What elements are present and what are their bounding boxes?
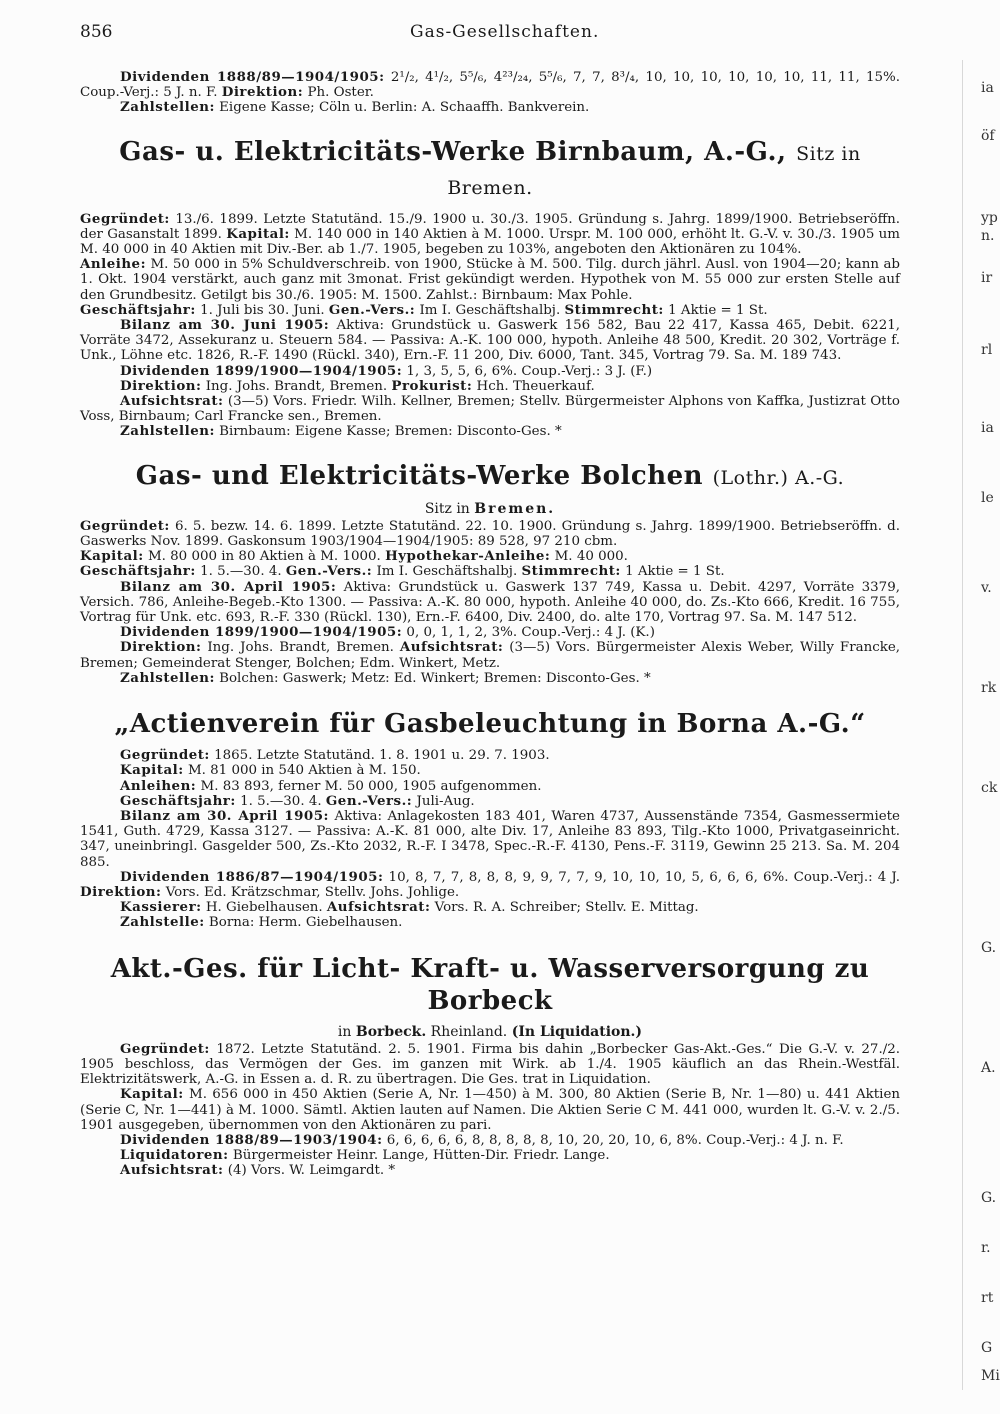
founded-paragraph: Gegründet: 1872. Letzte Statutänd. 2. 5. 1901. Firma bis dahin „Borbecker Gas-Akt.-Ges.“ Die G.-V. v. 27./2. 1905 beschloss, das Vermögen der Ges. im ganzen mit Wirk. ab 1./4. 1905 käuflich an das Rhein.-Westfäl. Elektrizitätswerk, A.-G. in Essen a. d. R. zu übertragen. Die Ges. trat in Liquidation. <box>80 1040 900 1088</box>
margin-fragment: rl <box>981 342 993 358</box>
margin-fragment: v. <box>981 580 992 596</box>
dividends-line: Dividenden 1888/89—1904/1905: 2¹/₂, 4¹/₂, 5⁵/₆, 4²³/₂₄, 5⁵/₆, 7, 7, 8³/₄, 10, 10, 10, 10, 10, 10, 11, 11, 15%. Coup.-Verj.: 5 J. n. F. Direktion: Ph. Oster. <box>80 69 900 101</box>
fiscal-year-line: Geschäftsjahr: 1. 5.—30. 4. Gen.-Vers.: Im I. Geschäftshalbj. Stimmrecht: 1 Aktie = 1 St. <box>80 563 725 580</box>
capital-paragraph: Kapital: M. 656 000 in 450 Aktien (Serie A, Nr. 1—450) à M. 300, 80 Aktien (Serie B, Nr. 1—80) u. 441 Aktien (Serie C, Nr. 1—441) à M. 1000. Sämtl. Aktien lauten auf Namen. Die Aktien Serie C M. 441 000, wurden lt. G.-V. v. 2./5. 1901 ausgegeben, übernommen von den Aktionären zu pari. <box>80 1086 900 1133</box>
paying-agents-line: Zahlstellen: Birnbaum: Eigene Kasse; Bremen: Disconto-Ges. * <box>120 423 562 440</box>
capital-line: Kapital: M. 80 000 in 80 Aktien à M. 1000. Hypothekar-Anleihe: M. 40 000. <box>80 548 628 565</box>
company-seat: in Borbeck. Rheinland. (In Liquidation.) <box>337 1023 643 1040</box>
company-seat: Sitz in Bremen. <box>424 500 556 517</box>
margin-fragment: G. <box>981 940 997 956</box>
company-entry-birnbaum <box>80 136 900 440</box>
margin-fragment: A. <box>981 1060 996 1076</box>
margin-fragment: rt <box>981 1290 994 1306</box>
dividends-line: Dividenden 1888/89—1903/1904: 6, 6, 6, 6, 6, 8, 8, 8, 8, 8, 10, 20, 20, 10, 6, 8%. Coup.-Verj.: 4 J. n. F. <box>120 1131 844 1148</box>
company-title: „Actienverein für Gasbeleuchtung in Borna A.-G.“ <box>114 709 866 740</box>
balance-paragraph: Bilanz am 30. Juni 1905: Aktiva: Grundstück u. Gaswerk 156 582, Bau 22 417, Kassa 465, Debit. 6221, Vorräte 3472, Assekuranz u. Steuern 584. — Passiva: A.-K. 100 000, hypoth. Anleihe 48 500, Kredit. 20 302, Vorträge f. Unk., Löhne etc. 1826, R.-F. 1490 (Rückl. 340), Ern.-F. 11 200, Div. 6000, Tant. 345, Vortrag 79. Sa. M. 189 743. <box>80 317 900 364</box>
board-paragraph: Aufsichtsrat: (3—5) Vors. Friedr. Wilh. Kellner, Bremen; Stellv. Bürgermeister Alphons von Kaffka, Justizrat Otto Voss, Birnbaum; Carl Francke sen., Bremen. <box>80 393 900 425</box>
margin-fragment: r. <box>981 1240 991 1256</box>
margin-fragment: G. <box>981 1190 997 1206</box>
entry-continuation <box>80 70 900 116</box>
margin-fragment: n. <box>981 228 995 244</box>
running-title: Gas-Gesellschaften. <box>410 22 600 42</box>
balance-paragraph: Bilanz am 30. April 1905: Aktiva: Anlagekosten 183 401, Waren 4737, Aussenstände 7354, Gasmessermiete 1541, Guth. 4729, Kassa 3127. — Passiva: A.-K. 81 000, alte Div. 17, Anleihe 83 893, Tilg.-Kto 1000, Privatgaseinricht. 347, uneinbringl. Gasgelder 500, Zs.-Kto 2032, R.-F. I 3478, Spec.-R.-F. 4130, Pens.-F. 3119, Gewinn 25 213. Sa. M. 204 885. <box>80 807 900 870</box>
company-entry-borbeck <box>80 953 900 1179</box>
dividends-line: Dividenden 1899/1900—1904/1905: 0, 0, 1, 1, 2, 3%. Coup.-Verj.: 4 J. (K.) <box>120 624 655 641</box>
founded-paragraph: Gegründet: 13./6. 1899. Letzte Statutänd. 15./9. 1900 u. 30./3. 1905. Gründung s. Jahrg. 1899/1900. Betriebseröffn. der Gasanstalt 1899. Kapital: M. 140 000 in 140 Aktien à M. 1000. Urspr. M. 100 000, erhöht lt. G.-V. v. 30./3. 1905 um M. 40 000 in 40 Aktien mit Div.-Ber. ab 1./7. 1905, begeben zu 103%, angeboten den Aktionären zu 104%. <box>80 210 900 258</box>
board-line: Aufsichtsrat: (4) Vors. W. Leimgardt. * <box>120 1162 396 1179</box>
margin-fragment: rk <box>981 680 997 696</box>
loans-line: Anleihen: M. 83 893, ferner M. 50 000, 1905 aufgenommen. <box>120 777 542 794</box>
liquidators-line: Liquidatoren: Bürgermeister Heinr. Lange, Hütten-Dir. Friedr. Lange. <box>120 1147 610 1164</box>
company-entry-borna <box>80 708 900 930</box>
margin-fragment: G <box>981 1340 993 1356</box>
margin-fragment: Mi <box>981 1368 1000 1384</box>
loan-paragraph: Anleihe: M. 50 000 in 5% Schuldverschreib. von 1900, Stücke à M. 500. Tilg. durch jährl. Ausl. von 1904—20; kann ab 1. Okt. 1904 verstärkt, auch ganz mit 3monat. Frist gekündigt werden. Hypothek von M. 55 000 zur ersten Stelle auf den Grundbesitz. Getilgt bis 30./6. 1905: M. 1500. Zahlst.: Birnbaum: Max Pohle. <box>80 256 900 303</box>
fiscal-year-line: Geschäftsjahr: 1. 5.—30. 4. Gen.-Vers.: Juli-Aug. <box>120 792 475 809</box>
company-title: Gas- u. Elektricitäts-Werke Birnbaum, A.-G., Sitz in Bremen. <box>119 136 861 199</box>
margin-fragment: ia <box>981 80 994 96</box>
fiscal-year-line: Geschäftsjahr: 1. Juli bis 30. Juni. Gen.-Vers.: Im I. Geschäftshalbj. Stimmrecht: 1 Aktie = 1 St. <box>80 301 768 318</box>
balance-paragraph: Bilanz am 30. April 1905: Aktiva: Grundstück u. Gaswerk 137 749, Kassa u. Debit. 4297, Vorräte 3379, Versich. 786, Anleihe-Begeb.-Kto 1300. — Passiva: A.-K. 80 000, hypoth. Anleihe 40 000, do. Zs.-Kto 666, Kredit. 16 755, Vortrag für Unk. etc. 693, R.-F. 330 (Rückl. 130), Ern.-F. 6400, Div. 2400, do. alte 170, Vortrag 97. Sa. M. 147 512. <box>80 578 900 626</box>
margin-fragment: ir <box>981 270 993 286</box>
paying-agents-line: Zahlstellen: Eigene Kasse; Cöln u. Berlin: A. Schaaffh. Bankverein. <box>120 99 590 116</box>
cashier-line: Kassierer: H. Giebelhausen. Aufsichtsrat: Vors. R. A. Schreiber; Stellv. E. Mittag. <box>120 899 699 916</box>
margin-fragment: ck <box>981 780 998 796</box>
margin-fragment: öf <box>981 128 995 144</box>
margin-fragment: yp <box>981 210 998 226</box>
dividends-line: Dividenden 1899/1900—1904/1905: 1, 3, 5, 5, 6, 6%. Coup.-Verj.: 3 J. (F.) <box>120 362 653 379</box>
margin-fragment: le <box>981 490 994 506</box>
company-title: Gas- und Elektricitäts-Werke Bolchen (Lothr.) A.-G. <box>135 460 845 491</box>
paying-agents-line: Zahlstellen: Bolchen: Gaswerk; Metz: Ed. Winkert; Bremen: Disconto-Ges. * <box>120 669 651 686</box>
founded-paragraph: Gegründet: 6. 5. bezw. 14. 6. 1899. Letzte Statutänd. 22. 10. 1900. Gründung s. Jahrg. 1899/1900. Betriebseröffn. d. Gaswerks Nov. 1899. Gaskonsum 1903/1904—1904/1905: 89 528, 97 210 cbm. <box>80 517 900 550</box>
text-column <box>80 70 900 1179</box>
capital-line: Kapital: M. 81 000 in 540 Aktien à M. 150. <box>120 762 421 779</box>
paying-agents-line: Zahlstelle: Borna: Herm. Giebelhausen. <box>120 914 403 931</box>
founded-line: Gegründet: 1865. Letzte Statutänd. 1. 8. 1901 u. 29. 7. 1903. <box>120 747 550 764</box>
page-header <box>80 22 900 46</box>
company-title: Akt.-Ges. für Licht- Kraft- u. Wasserversorgung zu Borbeck <box>110 953 870 1016</box>
management-line: Direktion: Ing. Johs. Brandt, Bremen. Prokurist: Hch. Theuerkauf. <box>120 377 595 394</box>
margin-fragment: ia <box>981 420 994 436</box>
management-paragraph: Direktion: Ing. Johs. Brandt, Bremen. Aufsichtsrat: (3—5) Vors. Bürgermeister Alexis Weber, Willy Francke, Bremen; Gemeinderat Stenger, Bolchen; Edm. Winkert, Metz. <box>80 639 901 671</box>
page-number: 856 <box>80 22 113 42</box>
company-entry-bolchen <box>80 460 900 686</box>
dividends-paragraph: Dividenden 1886/87—1904/1905: 10, 8, 7, 7, 8, 8, 8, 9, 9, 7, 7, 9, 10, 10, 10, 5, 6, 6, 6, 6%. Coup.-Verj.: 4 J. Direktion: Vors. Ed. Krätzschmar, Stellv. Johs. Johlige. <box>80 868 900 900</box>
adjacent-page-edge <box>962 60 1000 1390</box>
